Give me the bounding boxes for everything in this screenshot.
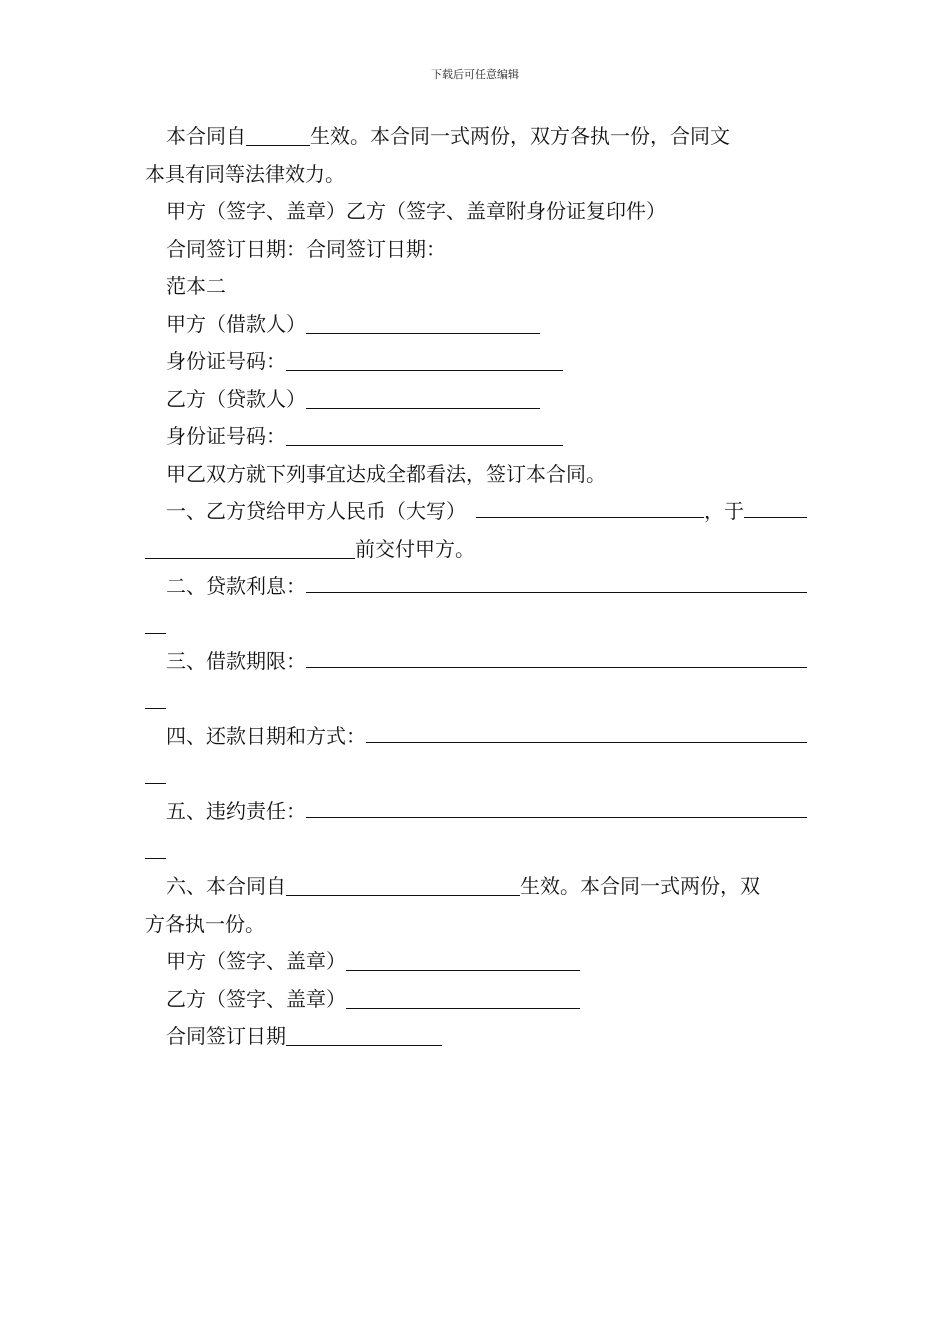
label: 甲方（借款人） — [166, 311, 306, 336]
label: 三、借款期限： — [166, 649, 306, 673]
id-number-line-b — [145, 418, 807, 456]
blank-field — [306, 797, 807, 818]
clause-4-cont — [145, 756, 807, 794]
blank-field — [286, 875, 520, 896]
signature-line: 甲方（签字、盖章）乙方（签字、盖章附身份证复印件） — [166, 199, 666, 223]
clause-1-cont — [145, 531, 807, 569]
label: 六、本合同自 — [166, 874, 286, 898]
blank-field — [306, 313, 540, 334]
blank-field — [476, 497, 704, 518]
party-a-line — [145, 306, 807, 344]
blank-field — [145, 688, 166, 709]
signature-party-b — [145, 981, 807, 1019]
clause-1 — [145, 493, 807, 531]
agreement-sentence: 甲乙双方就下列事宜达成全都看法，签订本合同。 — [166, 461, 606, 486]
clause-2 — [145, 568, 807, 606]
blank-field — [145, 838, 166, 859]
page-header: 下载后可任意编辑 — [431, 68, 519, 81]
blank-field — [306, 388, 540, 409]
text: 本合同自 — [166, 124, 246, 148]
label: 合同签订日期 — [166, 1024, 286, 1048]
blank-field — [346, 950, 580, 971]
party-b-line — [145, 381, 807, 419]
document-body — [145, 118, 807, 1056]
label: 二、贷款利息： — [166, 574, 306, 598]
date-line: 合同签订日期：合同签订日期： — [166, 236, 446, 261]
label: 乙方（贷款人） — [166, 386, 306, 411]
blank-field — [145, 613, 166, 634]
label: 四、还款日期和方式： — [166, 724, 366, 748]
label: 身份证号码： — [166, 424, 286, 448]
clause-6-cont: 方各执一份。 — [145, 911, 265, 936]
label: 一、乙方贷给甲方人民币（大写） — [166, 499, 466, 523]
blank-field — [286, 1025, 442, 1046]
label: 身份证号码： — [166, 349, 286, 373]
blank-field — [366, 722, 807, 743]
signing-date — [145, 1018, 807, 1056]
clause-2-cont — [145, 606, 807, 644]
clause-5 — [145, 793, 807, 831]
blank-field — [286, 425, 563, 446]
text: 生效。本合同一式两份，双方各执一份，合同文 — [310, 124, 730, 148]
clause-4 — [145, 718, 807, 756]
clause-3-cont — [145, 681, 807, 719]
template-title: 范本二 — [166, 274, 226, 298]
blank-field — [306, 572, 807, 593]
blank-field — [145, 538, 355, 559]
clause-5-cont — [145, 831, 807, 869]
blank-field — [346, 988, 580, 1009]
paragraph-effective — [145, 118, 807, 156]
blank-field — [306, 647, 807, 668]
text: ，于 — [704, 499, 744, 523]
clause-3 — [145, 643, 807, 681]
label: 乙方（签字、盖章） — [166, 986, 346, 1011]
blank-field — [246, 125, 310, 146]
blank-field — [744, 497, 807, 518]
label: 甲方（签字、盖章） — [166, 949, 346, 973]
clause-6 — [145, 868, 807, 906]
blank-field — [145, 763, 166, 784]
text: 生效。本合同一式两份，双 — [520, 874, 760, 898]
blank-field — [286, 350, 563, 371]
id-number-line-a — [145, 343, 807, 381]
paragraph-effective-cont: 本具有同等法律效力。 — [145, 161, 345, 186]
signature-party-a — [145, 943, 807, 981]
label: 五、违约责任： — [166, 799, 306, 823]
text: 前交付甲方。 — [355, 536, 475, 561]
